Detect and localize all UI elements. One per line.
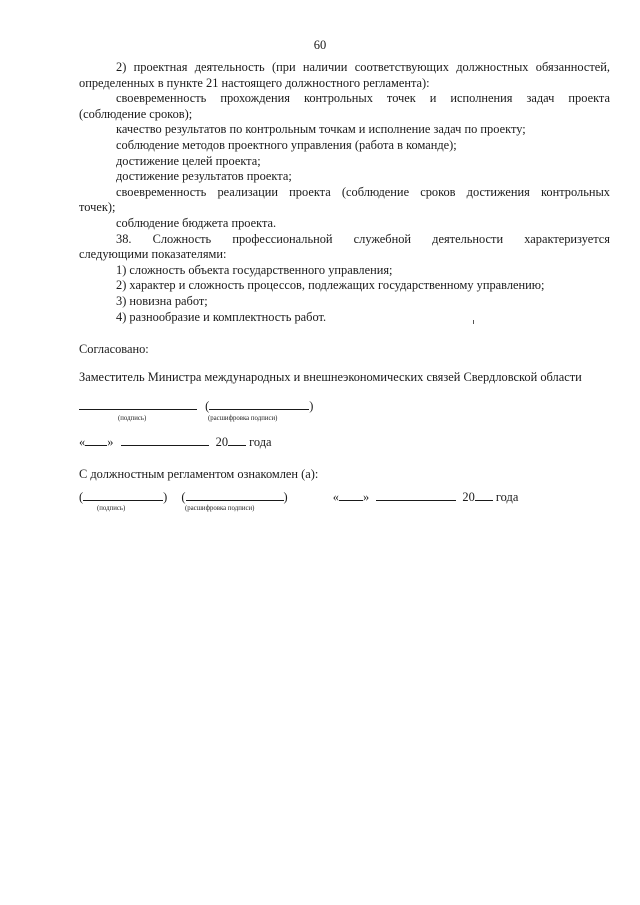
decoding-caption: (расшифровка подписи) — [185, 505, 255, 512]
paren-close: ) — [163, 490, 168, 504]
paren-close: ) — [283, 490, 288, 504]
paragraph-timeliness-checkpoints-cont: (соблюдение сроков); — [79, 106, 193, 121]
year-prefix: 20 — [215, 435, 229, 449]
acquaintance-heading: С должностным регламентом ознакомлен (а): — [79, 467, 319, 481]
decoding-line[interactable] — [209, 398, 309, 410]
document-body — [79, 60, 610, 325]
paren-open: ( — [205, 399, 210, 413]
paragraph-project-results: достижение результатов проекта; — [116, 169, 292, 184]
decoding-caption: (расшифровка подписи) — [208, 415, 278, 422]
paragraph-project-budget: соблюдение бюджета проекта. — [116, 215, 277, 230]
month-line[interactable] — [121, 434, 209, 446]
paragraph-complexity: 38. Сложность профессиональной служебной деятельности характеризуется — [116, 231, 610, 246]
list-item-complexity-object: 1) сложность объекта государственного управления; — [116, 262, 393, 277]
list-item-processes: 2) характер и сложность процессов, подлежащих государственному управлению; — [116, 278, 545, 293]
paragraph-complexity-cont: следующими показателями: — [79, 247, 227, 262]
year-suffix: года — [495, 490, 519, 504]
year-suffix: года — [249, 435, 272, 449]
year-prefix: 20 — [462, 490, 475, 504]
list-item-novelty: 3) новизна работ; — [116, 293, 208, 308]
approval-signature-row — [79, 398, 313, 414]
paragraph-project-timeliness-cont: точек); — [79, 200, 116, 215]
month-line[interactable] — [376, 489, 456, 501]
day-line[interactable] — [339, 489, 363, 501]
quote-close: » — [362, 490, 370, 504]
paragraph-quality-results: качество результатов по контрольным точкам и исполнение задач по проекту; — [116, 122, 526, 137]
signature-caption: (подпись) — [118, 415, 147, 422]
approval-heading: Согласовано: — [79, 342, 149, 356]
approver-position: Заместитель Министра международных и внешнеэкономических связей Свердловской области — [79, 370, 582, 384]
decoding-line[interactable] — [186, 489, 284, 501]
list-item-variety: 4) разнообразие и комплектность работ. — [116, 309, 327, 324]
quote-open: « — [332, 490, 339, 504]
acquaintance-signature-row — [79, 489, 518, 505]
paren-open: ( — [181, 490, 186, 504]
stray-mark — [473, 320, 474, 324]
year-line[interactable] — [475, 489, 493, 501]
paragraph-project-timeliness: своевременность реализации проекта (соблюдение сроков достижения контрольных — [116, 184, 610, 199]
day-line[interactable] — [85, 434, 107, 446]
quote-close: » — [107, 435, 114, 449]
paragraph-project-methods: соблюдение методов проектного управления (работа в команде); — [116, 137, 457, 152]
signature-caption: (подпись) — [97, 505, 126, 512]
paragraph-timeliness-checkpoints: своевременность прохождения контрольных точек и исполнения задач проекта — [116, 91, 610, 106]
paren-close: ) — [309, 399, 314, 413]
signature-line[interactable] — [79, 398, 197, 410]
year-line[interactable] — [228, 434, 246, 446]
page-number: 60 — [313, 38, 327, 52]
quote-open: « — [79, 435, 86, 449]
paragraph-project-activity: 2) проектная деятельность (при наличии соответствующих должностных обязанностей, — [116, 60, 610, 74]
paragraph-project-goals: достижение целей проекта; — [116, 153, 261, 168]
signature-line[interactable] — [83, 489, 163, 501]
approval-date-row — [79, 434, 272, 450]
paren-open: ( — [79, 490, 84, 504]
paragraph-project-activity-cont: определенных в пункте 21 настоящего должностного регламента): — [79, 75, 430, 90]
